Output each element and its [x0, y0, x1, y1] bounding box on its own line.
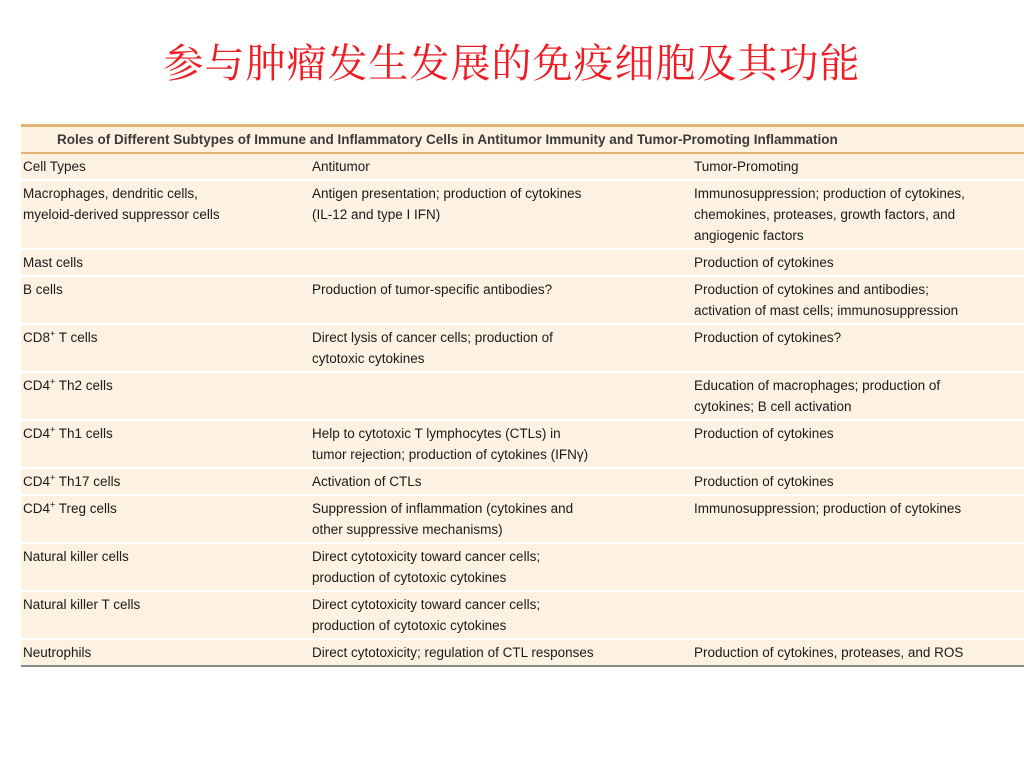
- cell-antitumor: Help to cytotoxic T lymphocytes (CTLs) in tumor rejection; production of cytokines (IFNγ): [310, 420, 692, 468]
- cell-antitumor: [310, 249, 692, 276]
- cell-type-prefix: CD8: [23, 330, 51, 345]
- cell-type: [21, 372, 310, 420]
- cell-type-sup: +: [50, 499, 56, 510]
- cell-tumor-promoting: Production of cytokines: [692, 468, 1024, 495]
- cell-type: Neutrophils: [21, 639, 310, 666]
- cell-type-suffix: Th1 cells: [55, 426, 113, 441]
- table-row: [21, 180, 1024, 249]
- cell-antitumor: Direct lysis of cancer cells; production of cytotoxic cytokines: [310, 324, 692, 372]
- cell-tumor-promoting: Immunosuppression; production of cytokines, chemokines, proteases, growth factors, and angiogenic factors: [692, 180, 1024, 249]
- cell-type: [21, 420, 310, 468]
- cell-type: Macrophages, dendritic cells, myeloid-derived suppressor cells: [21, 180, 310, 249]
- cell-type-sup: +: [50, 376, 56, 387]
- table-row: [21, 591, 1024, 639]
- cell-antitumor: Activation of CTLs: [310, 468, 692, 495]
- cell-type-sup: +: [50, 472, 56, 483]
- cell-type: [21, 468, 310, 495]
- table-row: [21, 372, 1024, 420]
- cell-tumor-promoting: Production of cytokines: [692, 249, 1024, 276]
- slide-title: 参与肿瘤发生发展的免疫细胞及其功能: [163, 41, 861, 87]
- header-cell-types: Cell Types: [21, 154, 310, 180]
- cell-type-sup: +: [50, 328, 56, 339]
- table-row: [21, 468, 1024, 495]
- cell-tumor-promoting: Production of cytokines, proteases, and ROS: [692, 639, 1024, 666]
- table-row: [21, 543, 1024, 591]
- cell-tumor-promoting: Production of cytokines and antibodies; activation of mast cells; immunosuppression: [692, 276, 1024, 324]
- cell-type-prefix: CD4: [23, 378, 51, 393]
- table-row: [21, 420, 1024, 468]
- cell-type: Natural killer cells: [21, 543, 310, 591]
- cell-type: B cells: [21, 276, 310, 324]
- cell-type: [21, 495, 310, 543]
- cell-type-prefix: CD4: [23, 474, 51, 489]
- cell-type: [21, 324, 310, 372]
- table-row: [21, 324, 1024, 372]
- table-caption: Roles of Different Subtypes of Immune and Inflammatory Cells in Antitumor Immunity and Tumor-Promoting Inflammation: [21, 127, 1024, 154]
- cell-type-suffix: T cells: [55, 330, 98, 345]
- table-row: [21, 495, 1024, 543]
- cell-type-suffix: Treg cells: [55, 501, 117, 516]
- cell-antitumor: Suppression of inflammation (cytokines and other suppressive mechanisms): [310, 495, 692, 543]
- cell-type-prefix: CD4: [23, 426, 51, 441]
- cell-type-sup: +: [50, 424, 56, 435]
- header-tumor-promoting: Tumor-Promoting: [692, 154, 1024, 180]
- cell-type: Mast cells: [21, 249, 310, 276]
- cell-tumor-promoting: [692, 543, 1024, 591]
- cell-antitumor: Production of tumor-specific antibodies?: [310, 276, 692, 324]
- table-row: [21, 276, 1024, 324]
- data-table: [21, 154, 1024, 667]
- cell-antitumor: Direct cytotoxicity; regulation of CTL responses: [310, 639, 692, 666]
- cell-tumor-promoting: Education of macrophages; production of cytokines; B cell activation: [692, 372, 1024, 420]
- header-antitumor: Antitumor: [310, 154, 692, 180]
- cell-tumor-promoting: Immunosuppression; production of cytokines: [692, 495, 1024, 543]
- cell-antitumor: Direct cytotoxicity toward cancer cells; production of cytotoxic cytokines: [310, 591, 692, 639]
- cell-type-suffix: Th2 cells: [55, 378, 113, 393]
- immune-cells-table: [21, 124, 1024, 667]
- table-row: [21, 249, 1024, 276]
- cell-antitumor: [310, 372, 692, 420]
- cell-type: Natural killer T cells: [21, 591, 310, 639]
- table-row: [21, 639, 1024, 666]
- cell-tumor-promoting: Production of cytokines?: [692, 324, 1024, 372]
- cell-tumor-promoting: Production of cytokines: [692, 420, 1024, 468]
- cell-type-prefix: CD4: [23, 501, 51, 516]
- cell-tumor-promoting: [692, 591, 1024, 639]
- cell-antitumor: Antigen presentation; production of cytokines (IL-12 and type I IFN): [310, 180, 692, 249]
- cell-antitumor: Direct cytotoxicity toward cancer cells; production of cytotoxic cytokines: [310, 543, 692, 591]
- cell-type-suffix: Th17 cells: [55, 474, 121, 489]
- table-header-row: [21, 154, 1024, 180]
